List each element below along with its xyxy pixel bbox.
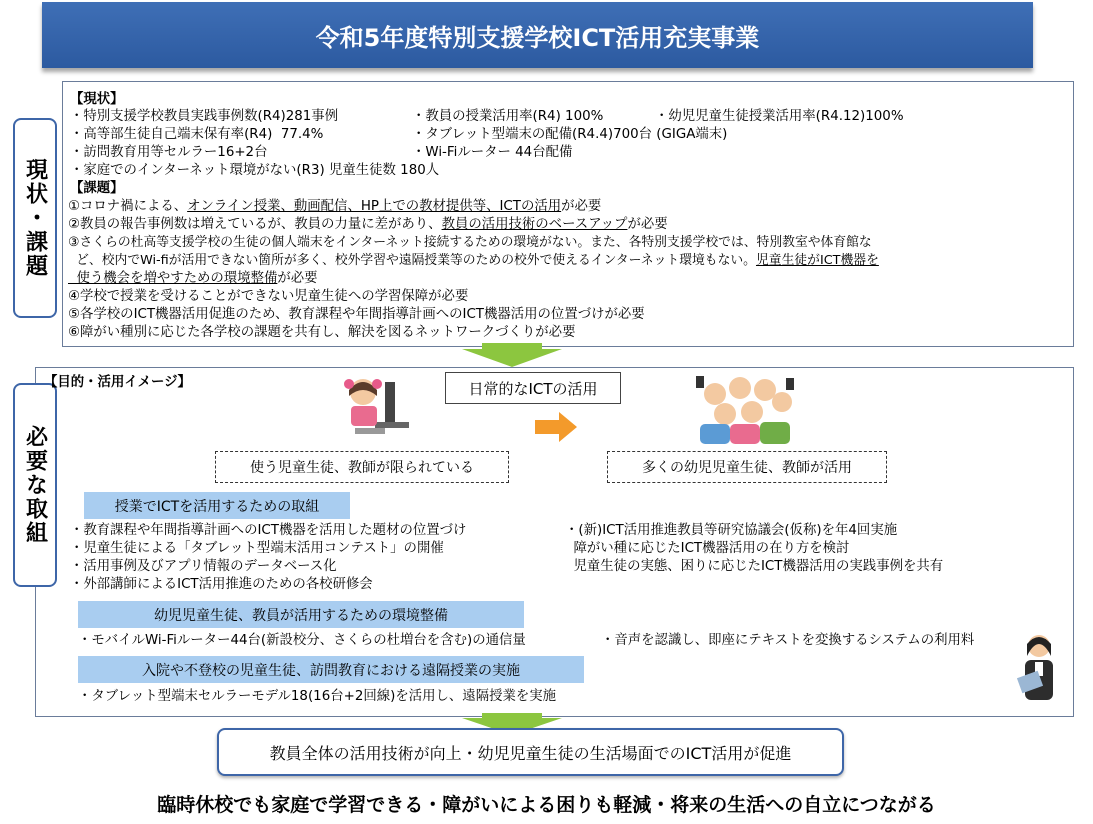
limited-users-box: 使う児童生徒、教師が限られている (215, 451, 509, 483)
issue-3-line-1: ③さくらの杜高等支援学校の生徒の個人端末をインターネット接続するための環境がない。また、各特別支援学校では、特別教室や体育館な (68, 235, 872, 250)
current-row-3-col-2: ・Wi-Fiルーター 44台配備 (412, 145, 573, 160)
status-side-label: 現状・課題 (13, 118, 57, 318)
issue-1: ①コロナ禍による、オンライン授業、動画配信、HP上での教材提供等、ICTの活用が必要 (68, 199, 602, 214)
actions-side-label: 必要な取組 (13, 383, 57, 587)
tab1-right-item-1: ・(新)ICT活用推進教員等研究協議会(仮称)を年4回実施 (565, 523, 898, 538)
issue-6: ⑥障がい種別に応じた各学校の課題を共有し、解決を図るネットワークづくりが必要 (68, 325, 576, 340)
down-arrow-icon (462, 343, 562, 367)
current-row-1-col-3: ・幼児児童生徒授業活用率(R4.12)100% (655, 109, 904, 124)
issues-header: 【課題】 (70, 181, 124, 196)
teacher-tablet-icon (1015, 630, 1063, 706)
tab2-right-item: ・音声を認識し、即座にテキストを変換するシステムの利用料 (601, 633, 975, 648)
tab2-left-item: ・モバイルWi-Fiルーター44台(新設校分、さくらの杜増台を含む)の通信量 (78, 633, 526, 648)
tab1-right-item-3: 児童生徒の実態、困りに応じたICT機器活用の実践事例を共有 (565, 559, 944, 574)
issue-3-line-3: 使う機会を増やすための環境整備が必要 (68, 271, 318, 286)
issue-4: ④学校で授業を受けることができない児童生徒への学習保障が必要 (68, 289, 469, 304)
conclusion-text: 臨時休校でも家庭で学習できる・障がいによる困りも軽減・将来の生活への自立につながる (157, 794, 936, 816)
current-row-2-col-1: ・高等部生徒自己端末保有率(R4) 77.4% (70, 127, 324, 142)
current-row-4-col-1: ・家庭でのインターネット環境がない(R3) 児童生徒数 180人 (70, 163, 440, 178)
result-text: 教員全体の活用技術が向上・幼児児童生徒の生活場面でのICT活用が促進 (269, 743, 792, 763)
right-arrow-icon (535, 412, 577, 442)
tab-ict-in-class: 授業でICTを活用するための取組 (84, 492, 350, 519)
tab1-left-item-1: ・教育課程や年間指導計画へのICT機器を活用した題材の位置づけ (70, 523, 467, 538)
page-title: 令和5年度特別支援学校ICT活用充実事業 (42, 2, 1033, 68)
many-users-box: 多くの幼児児童生徒、教師が活用 (607, 451, 887, 483)
current-row-2-col-2: ・タブレット型端末の配備(R4.4)700台 (GIGA端末) (412, 127, 728, 142)
issue-5: ⑤各学校のICT機器活用促進のため、教育課程や年間指導計画へのICT機器活用の位置づけが必要 (68, 307, 645, 322)
result-box-frame (217, 728, 844, 776)
tab1-left-item-4: ・外部講師によるICT活用推進のための各校研修会 (70, 577, 373, 592)
purpose-header: 【目的・活用イメージ】 (44, 375, 191, 390)
current-row-1-col-2: ・教員の授業活用率(R4) 100% (412, 109, 604, 124)
group-people-icon (690, 372, 800, 448)
tab-remote-lessons: 入院や不登校の児童生徒、訪問教育における遠隔授業の実施 (78, 656, 584, 683)
tab1-left-item-3: ・活用事例及びアプリ情報のデータベース化 (70, 559, 337, 574)
current-row-3-col-1: ・訪問教育用等セルラー16+2台 (70, 145, 268, 160)
issue-3-line-2: ど、校内でWi-fiが活用できない箇所が多く、校外学習や遠隔授業等のための校外で使えるインターネット環境もない。児童生徒がICT機器を (68, 253, 879, 268)
current-header: 【現状】 (70, 92, 124, 107)
child-computer-icon (335, 372, 415, 444)
tab1-right-item-2: 障がい種に応じたICT機器活用の在り方を検討 (565, 541, 850, 556)
tab-environment: 幼児児童生徒、教員が活用するための環境整備 (78, 601, 524, 628)
issue-2: ②教員の報告事例数は増えているが、教員の力量に差があり、教員の活用技術のベースアップが必要 (68, 217, 668, 232)
tab3-item: ・タブレット型端末セルラーモデル18(16台+2回線)を活用し、遠隔授業を実施 (78, 689, 557, 704)
current-row-1-col-1: ・特別支援学校教員実践事例数(R4)281事例 (70, 109, 339, 124)
daily-ict-box: 日常的なICTの活用 (445, 372, 621, 404)
tab1-left-item-2: ・児童生徒による「タブレット型端末活用コンテスト」の開催 (70, 541, 444, 556)
